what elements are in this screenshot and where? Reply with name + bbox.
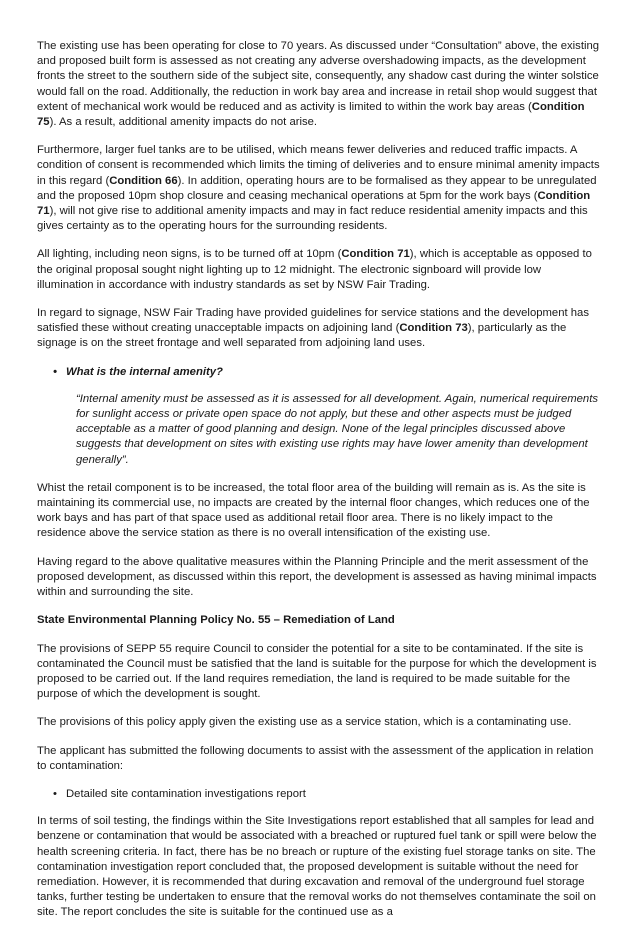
- condition-ref: Condition 71: [341, 248, 410, 261]
- bullet-internal-amenity-question: • What is the internal amenity?: [37, 365, 600, 380]
- condition-ref: Condition 71: [37, 189, 591, 218]
- condition-ref: Condition 73: [399, 322, 468, 335]
- paragraph-signage: In regard to signage, NSW Fair Trading have provided guidelines for service stations and the development has satisfied these without creating unacceptable impacts on adjoining land (Condition 73), particularly as the signage is on the street frontage and well separated from adjoining land uses.: [37, 307, 589, 350]
- document-page: [37, 39, 600, 934]
- paragraph-soil-testing: In terms of soil testing, the findings within the Site Investigations report established that all samples for lead and benzene or contamination that would be associated with a breached or ruptured fuel tank or spill were below the health screening criteria. In fact, there has be no breach or rupture of the existing fuel storage tanks on site. The contamination investigation report concluded that, the proposed development is suitable without the need for remediation. However, it is recommended that during excavation and removal of the underground fuel storage tanks, further testing be undertaken to ensure that the removal works do not themselves contaminate the soil on site. The report concludes the site is suitable for the continued use as a: [37, 815, 597, 919]
- paragraph-sepp55-provisions: The provisions of SEPP 55 require Council to consider the potential for a site to be contaminated. If the site is contaminated the Council must be satisfied that the land is suitable for the purpose for which the development is proposed to be carried out. If the land requires remediation, the land is required to be made suitable for the purpose of which the development is sought.: [37, 642, 597, 701]
- paragraph-qualitative-measures: Having regard to the above qualitative measures within the Planning Principle and the merit assessment of the proposed development, as discussed within this report, the development is assessed as having minimal impacts within and surrounding the site.: [37, 555, 597, 599]
- condition-ref: Condition 75: [37, 100, 585, 129]
- section-heading-sepp55: State Environmental Planning Policy No. 55 – Remediation of Land: [37, 614, 395, 627]
- paragraph-lighting: All lighting, including neon signs, is to be turned off at 10pm (Condition 71), which is acceptable as opposed to the original proposal sought night lighting up to 12 midnight. The electronic signboard will provide low illumination in accordance with industry standards as set by NSW Fair Trading.: [37, 248, 592, 291]
- paragraph-retail-component: Whist the retail component is to be increased, the total floor area of the building will remain as is. As the site is maintaining its commercial use, no impacts are created by the internal floor changes, which reduces one of the work bays and has part of that space used as additional retail floor area. There is no likely impact to the residence above the service station as there is no overall intensification of the existing use.: [37, 481, 590, 540]
- paragraph-documents-submitted: The applicant has submitted the following documents to assist with the assessment of the application in relation to contamination:: [37, 744, 594, 772]
- paragraph-overshadowing: The existing use has been operating for close to 70 years. As discussed under “Consultation” above, the existing and proposed built form is assessed as not creating any adverse overshadowing impacts, as the development fronts the street to the southern side of the subject site, consequently, any shadow cast during the winter solstice would fall on the road. Additionally, the reduction in work bay area and increase in retail shop would suggest that extent of mechanical work would be reduced and as activity is limited to within the work bay areas (Condition 75). As a result, additional amenity impacts do not arise.: [37, 40, 600, 129]
- paragraph-policy-applies: The provisions of this policy apply given the existing use as a service station, which is a contaminating use.: [37, 716, 572, 729]
- blockquote-planning-principle: “Internal amenity must be assessed as it is assessed for all development. Again, numerical requirements for sunlight access or private open space do not apply, but these and other aspects must be judged acceptable as a matter of good planning and design. None of the legal principles discussed above suggests that development on sites with existing use rights may have lower amenity than development generally”.: [76, 392, 598, 466]
- condition-ref: Condition 66: [109, 174, 178, 187]
- bullet-investigation-report: • Detailed site contamination investigations report: [37, 787, 600, 802]
- paragraph-deliveries: Furthermore, larger fuel tanks are to be utilised, which means fewer deliveries and reduced traffic impacts. A condition of consent is recommended which limits the timing of deliveries and to ensure minimal amenity impacts in this regard (Condition 66). In addition, operating hours are to be formalised as they appear to be unregulated and the proposed 10pm shop closure and ceasing mechanical operations at 5pm for the work bays (Condition 71), will not give rise to additional amenity impacts and may in fact reduce residential amenity impacts and this gives certainty as to the operating hours for the surrounding residents.: [37, 144, 600, 233]
